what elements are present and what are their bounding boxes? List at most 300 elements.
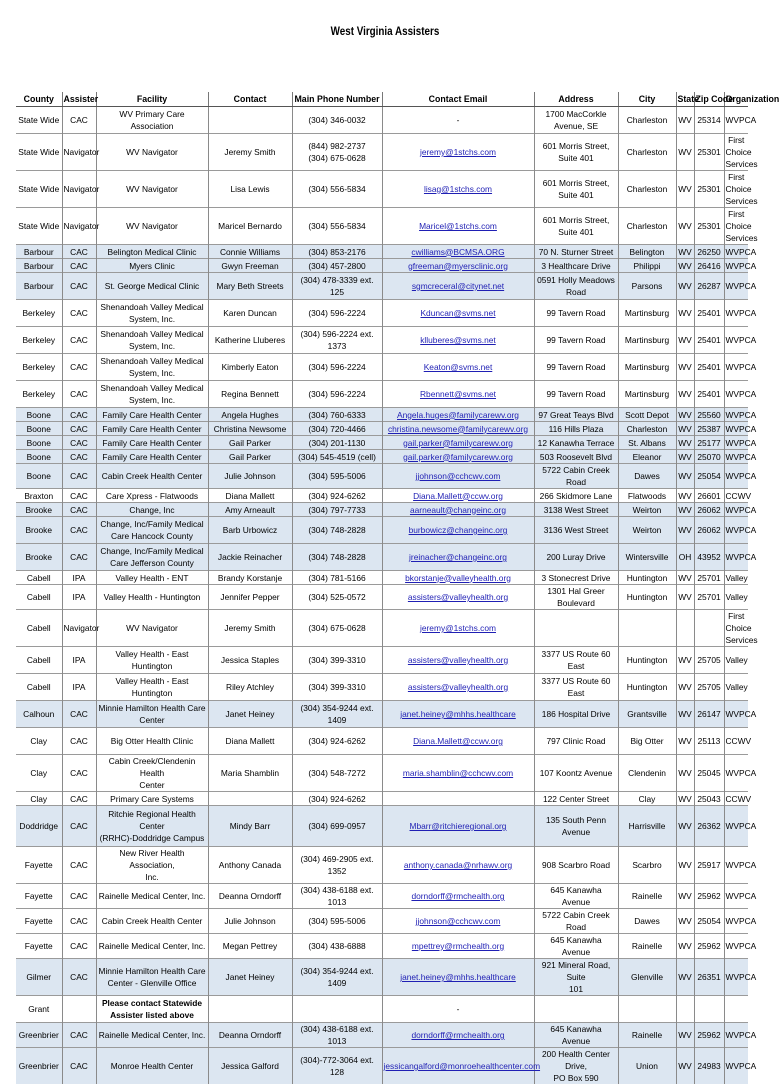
facility-cell: Cabin Creek Health Center [96, 464, 208, 489]
facility-cell: Cabin Creek Health Center [96, 909, 208, 934]
email-link-text[interactable]: lisag@1stchs.com [424, 184, 492, 194]
facility-cell: Family Care Health Center [96, 408, 208, 422]
contact-cell: Deanna Orndorff [208, 884, 292, 909]
county-cell: Brooke [16, 503, 62, 517]
table-row [16, 610, 748, 647]
email-link[interactable] [382, 1048, 534, 1084]
email-link-text[interactable]: sgmcreceral@citynet.net [412, 281, 504, 291]
table-row [16, 408, 748, 422]
state-cell: WV [676, 647, 694, 674]
email-link: - [382, 996, 534, 1023]
city-cell: Weirton [618, 503, 676, 517]
organization-cell: WVPCA [724, 381, 748, 408]
phone-cell: (304) 748-2828 [292, 517, 382, 544]
assister-cell: CAC [62, 503, 96, 517]
organization-cell: WVPCA [724, 464, 748, 489]
header-email: Contact Email [382, 92, 534, 107]
email-link[interactable] [382, 208, 534, 245]
state-cell: WV [676, 436, 694, 450]
county-cell: State Wide [16, 134, 62, 171]
header-state: State [676, 92, 694, 107]
contact-cell: Brandy Korstanje [208, 571, 292, 585]
phone-cell: (304) 699-0957 [292, 806, 382, 847]
email-link[interactable] [382, 585, 534, 610]
header-org: Organization [724, 92, 748, 107]
email-link-text[interactable]: jjohnson@cchcwv.com [416, 471, 501, 481]
contact-cell: Janet Heiney [208, 959, 292, 996]
address-cell: 135 South Penn Avenue [534, 806, 618, 847]
table-row [16, 792, 748, 806]
contact-cell: Jessica Staples [208, 647, 292, 674]
organization-cell: Valley [724, 674, 748, 701]
city-cell: Grantsville [618, 701, 676, 728]
address-cell: 645 Kanawha Avenue [534, 1023, 618, 1048]
email-link[interactable] [382, 171, 534, 208]
county-cell: Fayette [16, 847, 62, 884]
phone-cell: (304) 346-0032 [292, 107, 382, 134]
email-link[interactable] [382, 884, 534, 909]
city-cell: Martinsburg [618, 300, 676, 327]
assister-cell: CAC [62, 1023, 96, 1048]
zip-cell: 25401 [694, 300, 724, 327]
phone-cell: (304) 354-9244 ext. 1409 [292, 701, 382, 728]
phone-cell: (304) 457-2800 [292, 259, 382, 273]
contact-cell: Lisa Lewis [208, 171, 292, 208]
organization-cell: WVPCA [724, 436, 748, 450]
address-cell: 5722 Cabin Creek Road [534, 464, 618, 489]
state-cell: WV [676, 806, 694, 847]
email-link[interactable] [382, 354, 534, 381]
zip-cell: 25401 [694, 327, 724, 354]
email-link-text[interactable]: burbowicz@changeinc.org [409, 525, 508, 535]
address-cell: 1301 Hal Greer Boulevard [534, 585, 618, 610]
zip-cell: 25301 [694, 171, 724, 208]
county-cell: Clay [16, 792, 62, 806]
county-cell: Berkeley [16, 327, 62, 354]
email-link-text[interactable]: klluberes@svms.net [420, 335, 496, 345]
city-cell: Charleston [618, 134, 676, 171]
contact-cell [208, 792, 292, 806]
zip-cell: 25177 [694, 436, 724, 450]
assister-cell: CAC [62, 792, 96, 806]
organization-cell: Valley [724, 571, 748, 585]
email-link[interactable] [382, 489, 534, 503]
county-cell: Fayette [16, 884, 62, 909]
state-cell: WV [676, 464, 694, 489]
zip-cell: 25301 [694, 134, 724, 171]
table-row [16, 701, 748, 728]
email-link-text[interactable]: jeremy@1stchs.com [420, 623, 496, 633]
state-cell: WV [676, 755, 694, 792]
county-cell: Cabell [16, 571, 62, 585]
facility-cell: Please contact Statewide Assister listed above [96, 996, 208, 1023]
address-cell: 200 Health Center Drive, PO Box 590 [534, 1048, 618, 1084]
phone-cell [292, 996, 382, 1023]
table-row [16, 847, 748, 884]
organization-cell: Valley [724, 585, 748, 610]
organization-cell: CCWV [724, 728, 748, 755]
email-link-text[interactable]: Rbennett@svms.net [420, 389, 496, 399]
zip-cell: 43952 [694, 544, 724, 571]
zip-cell: 26287 [694, 273, 724, 300]
email-link-text[interactable]: bkorstanje@valleyhealth.org [405, 573, 511, 583]
email-link-text[interactable]: cwilliams@BCMSA.ORG [411, 247, 504, 257]
organization-cell: WVPCA [724, 408, 748, 422]
email-link-text[interactable]: Maricel@1stchs.com [419, 221, 497, 231]
assister-cell: CAC [62, 273, 96, 300]
email-link[interactable] [382, 806, 534, 847]
header-phone: Main Phone Number [292, 92, 382, 107]
organization-cell: Valley [724, 647, 748, 674]
address-cell: 921 Mineral Road, Suite 101 [534, 959, 618, 996]
email-link[interactable] [382, 571, 534, 585]
email-link[interactable] [382, 245, 534, 259]
table-row [16, 464, 748, 489]
email-link[interactable] [382, 259, 534, 273]
contact-cell: Diana Mallett [208, 489, 292, 503]
table-row [16, 647, 748, 674]
city-cell: St. Albans [618, 436, 676, 450]
state-cell: WV [676, 1048, 694, 1084]
address-cell: 3136 West Street [534, 517, 618, 544]
table-row [16, 934, 748, 959]
email-link-text[interactable]: jjohnson@cchcwv.com [416, 916, 501, 926]
state-cell: WV [676, 728, 694, 755]
state-cell: WV [676, 571, 694, 585]
county-cell: Berkeley [16, 354, 62, 381]
phone-cell: (304) 675-0628 [292, 610, 382, 647]
facility-cell: Rainelle Medical Center, Inc. [96, 884, 208, 909]
facility-cell: Family Care Health Center [96, 436, 208, 450]
facility-cell: Valley Health - Huntington [96, 585, 208, 610]
county-cell: Cabell [16, 647, 62, 674]
organization-cell: WVPCA [724, 422, 748, 436]
city-cell: Flatwoods [618, 489, 676, 503]
county-cell: Barbour [16, 259, 62, 273]
address-cell: 3377 US Route 60 East [534, 647, 618, 674]
table-row [16, 273, 748, 300]
assister-cell: CAC [62, 107, 96, 134]
phone-cell: (304) 478-3339 ext. 125 [292, 273, 382, 300]
organization-cell: WVPCA [724, 450, 748, 464]
city-cell: Martinsburg [618, 327, 676, 354]
email-link-text[interactable]: assisters@valleyhealth.org [408, 682, 508, 692]
address-cell: 116 Hills Plaza [534, 422, 618, 436]
address-cell: 70 N. Sturner Street [534, 245, 618, 259]
address-cell: 107 Koontz Avenue [534, 755, 618, 792]
email-link[interactable] [382, 755, 534, 792]
state-cell: WV [676, 354, 694, 381]
phone-cell: (304) 596-2224 [292, 354, 382, 381]
county-cell: Fayette [16, 934, 62, 959]
table-row [16, 208, 748, 245]
county-cell: State Wide [16, 107, 62, 134]
header-county: County [16, 92, 62, 107]
email-link[interactable] [382, 610, 534, 647]
email-link-text[interactable]: Kduncan@svms.net [420, 308, 495, 318]
email-link-text[interactable]: jessicangalford@monroehealthcenter.com [384, 1061, 541, 1071]
address-cell: 503 Roosevelt Blvd [534, 450, 618, 464]
email-link[interactable] [382, 381, 534, 408]
phone-cell: (304) 545-4519 (cell) [292, 450, 382, 464]
email-link-text[interactable]: jreinacher@changeinc.org [409, 552, 507, 562]
city-cell: Martinsburg [618, 354, 676, 381]
email-link[interactable] [382, 674, 534, 701]
contact-cell: Jeremy Smith [208, 610, 292, 647]
facility-cell: WV Primary Care Association [96, 107, 208, 134]
email-link-text[interactable]: dorndorff@rmchealth.org [411, 1030, 504, 1040]
address-cell: 601 Morris Street, Suite 401 [534, 171, 618, 208]
county-cell: Greenbrier [16, 1048, 62, 1084]
assister-cell: CAC [62, 806, 96, 847]
header-city: City [618, 92, 676, 107]
county-cell: Cabell [16, 585, 62, 610]
state-cell: WV [676, 701, 694, 728]
city-cell: Weirton [618, 517, 676, 544]
state-cell: WV [676, 503, 694, 517]
email-link-text[interactable]: gfreeman@myersclinic.org [408, 261, 508, 271]
table-row [16, 450, 748, 464]
email-link-text[interactable]: Mbarr@ritchieregional.org [410, 821, 507, 831]
contact-cell: Janet Heiney [208, 701, 292, 728]
email-link[interactable] [382, 517, 534, 544]
facility-cell: Rainelle Medical Center, Inc. [96, 934, 208, 959]
email-link-text[interactable]: gail.parker@familycarewv.org [403, 438, 513, 448]
phone-cell: (304) 201-1130 [292, 436, 382, 450]
email-link-text[interactable]: Keaton@svms.net [424, 362, 493, 372]
email-link[interactable] [382, 408, 534, 422]
contact-cell: Angela Hughes [208, 408, 292, 422]
email-link[interactable] [382, 450, 534, 464]
phone-cell: (304)-772-3064 ext. 128 [292, 1048, 382, 1084]
email-link[interactable] [382, 503, 534, 517]
city-cell: Charleston [618, 422, 676, 436]
assister-cell: CAC [62, 909, 96, 934]
email-link-text[interactable]: Diana.Mallett@ccwv.org [413, 491, 503, 501]
email-link-text[interactable]: anthony.canada@nrhawv.org [404, 860, 512, 870]
zip-cell: 25705 [694, 674, 724, 701]
phone-cell: (304) 853-2176 [292, 245, 382, 259]
header-zip: Zip Code [694, 92, 724, 107]
table-row [16, 503, 748, 517]
email-link-text[interactable]: christina.newsome@familycarewv.org [388, 424, 528, 434]
table-row [16, 674, 748, 701]
city-cell: Charleston [618, 208, 676, 245]
address-cell: 645 Kanawha Avenue [534, 934, 618, 959]
county-cell: Boone [16, 422, 62, 436]
county-cell: Greenbrier [16, 1023, 62, 1048]
contact-cell: Barb Urbowicz [208, 517, 292, 544]
city-cell: Rainelle [618, 934, 676, 959]
email-link[interactable] [382, 273, 534, 300]
state-cell: WV [676, 107, 694, 134]
contact-cell: Karen Duncan [208, 300, 292, 327]
email-link-text[interactable]: Diana.Mallett@ccwv.org [413, 736, 503, 746]
county-cell: Cabell [16, 610, 62, 647]
zip-cell [694, 996, 724, 1023]
address-cell: 266 Skidmore Lane [534, 489, 618, 503]
state-cell: WV [676, 408, 694, 422]
contact-cell [208, 107, 292, 134]
email-link-text[interactable]: aarneault@changeinc.org [410, 505, 506, 515]
phone-cell: (304) 596-2224 [292, 300, 382, 327]
city-cell: Eleanor [618, 450, 676, 464]
facility-cell: WV Navigator [96, 610, 208, 647]
email-link[interactable] [382, 422, 534, 436]
email-link[interactable] [382, 1023, 534, 1048]
table-row [16, 884, 748, 909]
address-cell: 186 Hospital Drive [534, 701, 618, 728]
county-cell: State Wide [16, 171, 62, 208]
email-link-text[interactable]: mpettrey@rmchealth.org [412, 941, 504, 951]
facility-cell: Shenandoah Valley Medical System, Inc. [96, 381, 208, 408]
organization-cell [724, 996, 748, 1023]
zip-cell: 25401 [694, 354, 724, 381]
email-link-text[interactable]: gail.parker@familycarewv.org [403, 452, 513, 462]
email-link-text[interactable]: jeremy@1stchs.com [420, 147, 496, 157]
phone-cell: (304) 797-7733 [292, 503, 382, 517]
table-row [16, 1048, 748, 1084]
phone-cell: (304) 438-6888 [292, 934, 382, 959]
facility-cell: Big Otter Health Clinic [96, 728, 208, 755]
email-link-text[interactable]: janet.heiney@mhhs.healthcare [400, 709, 516, 719]
city-cell: Belington [618, 245, 676, 259]
contact-cell: Christina Newsome [208, 422, 292, 436]
email-link-text[interactable]: assisters@valleyhealth.org [408, 592, 508, 602]
county-cell: Clay [16, 755, 62, 792]
organization-cell: WVPCA [724, 107, 748, 134]
facility-cell: Monroe Health Center [96, 1048, 208, 1084]
email-link-text[interactable]: janet.heiney@mhhs.healthcare [400, 972, 516, 982]
zip-cell [694, 610, 724, 647]
phone-cell: (304) 760-6333 [292, 408, 382, 422]
assister-cell: Navigator [62, 610, 96, 647]
county-cell: Boone [16, 450, 62, 464]
address-cell: 3138 West Street [534, 503, 618, 517]
organization-cell: WVPCA [724, 245, 748, 259]
phone-cell: (304) 469-2905 ext. 1352 [292, 847, 382, 884]
table-row [16, 806, 748, 847]
email-link[interactable] [382, 327, 534, 354]
contact-cell: Katherine Lluberes [208, 327, 292, 354]
address-cell: 601 Morris Street, Suite 401 [534, 134, 618, 171]
table-row [16, 134, 748, 171]
email-link[interactable] [382, 300, 534, 327]
email-link[interactable] [382, 544, 534, 571]
zip-cell: 25962 [694, 934, 724, 959]
email-link[interactable] [382, 464, 534, 489]
zip-cell: 25962 [694, 884, 724, 909]
assister-cell: CAC [62, 517, 96, 544]
assister-cell: CAC [62, 245, 96, 259]
facility-cell: Belington Medical Clinic [96, 245, 208, 259]
contact-cell: Connie Williams [208, 245, 292, 259]
state-cell: WV [676, 847, 694, 884]
facility-cell: Shenandoah Valley Medical System, Inc. [96, 354, 208, 381]
assister-cell: CAC [62, 847, 96, 884]
header-assister: Assister [62, 92, 96, 107]
assister-cell [62, 996, 96, 1023]
email-link[interactable] [382, 728, 534, 755]
email-link-text[interactable]: Angela.huges@familycarewv.org [397, 410, 519, 420]
state-cell: WV [676, 327, 694, 354]
city-cell: Glenville [618, 959, 676, 996]
city-cell: Clay [618, 792, 676, 806]
phone-cell: (304) 924-6262 [292, 728, 382, 755]
assister-cell: CAC [62, 300, 96, 327]
contact-cell: Diana Mallett [208, 728, 292, 755]
state-cell [676, 996, 694, 1023]
county-cell: Grant [16, 996, 62, 1023]
email-link-text[interactable]: assisters@valleyhealth.org [408, 655, 508, 665]
state-cell: WV [676, 381, 694, 408]
state-cell: WV [676, 300, 694, 327]
organization-cell: WVPCA [724, 1048, 748, 1084]
email-link[interactable] [382, 701, 534, 728]
zip-cell: 26362 [694, 806, 724, 847]
email-link[interactable] [382, 934, 534, 959]
county-cell: Barbour [16, 245, 62, 259]
zip-cell: 25560 [694, 408, 724, 422]
organization-cell: WVPCA [724, 517, 748, 544]
county-cell: Fayette [16, 909, 62, 934]
organization-cell: WVPCA [724, 544, 748, 571]
email-link[interactable] [382, 647, 534, 674]
facility-cell: Minnie Hamilton Health Care Center - Glenville Office [96, 959, 208, 996]
facility-cell: Change, Inc/Family Medical Care Hancock County [96, 517, 208, 544]
email-link[interactable] [382, 909, 534, 934]
facility-cell: WV Navigator [96, 171, 208, 208]
email-link: - [382, 107, 534, 134]
table-row [16, 909, 748, 934]
zip-cell: 25070 [694, 450, 724, 464]
contact-cell: Maria Shamblin [208, 755, 292, 792]
phone-cell: (304) 924-6262 [292, 792, 382, 806]
address-cell: 99 Tavern Road [534, 381, 618, 408]
email-link[interactable] [382, 847, 534, 884]
contact-cell [208, 996, 292, 1023]
city-cell: Huntington [618, 647, 676, 674]
contact-cell: Jackie Reinacher [208, 544, 292, 571]
contact-cell: Jessica Galford [208, 1048, 292, 1084]
contact-cell: Gwyn Freeman [208, 259, 292, 273]
address-cell: 99 Tavern Road [534, 354, 618, 381]
assisters-table [16, 92, 748, 1084]
table-row [16, 1023, 748, 1048]
email-link-text[interactable]: maria.shamblin@cchcwv.com [403, 768, 513, 778]
facility-cell: St. George Medical Clinic [96, 273, 208, 300]
county-cell: Gilmer [16, 959, 62, 996]
organization-cell: WVPCA [724, 755, 748, 792]
facility-cell: Change, Inc/Family Medical Care Jefferson County [96, 544, 208, 571]
city-cell: Wintersville [618, 544, 676, 571]
zip-cell: 25045 [694, 755, 724, 792]
zip-cell: 26250 [694, 245, 724, 259]
facility-cell: Valley Health - East Huntington [96, 647, 208, 674]
zip-cell: 25387 [694, 422, 724, 436]
email-link[interactable] [382, 436, 534, 450]
county-cell: Berkeley [16, 381, 62, 408]
contact-cell: Riley Atchley [208, 674, 292, 701]
email-link[interactable] [382, 134, 534, 171]
table-row [16, 171, 748, 208]
assister-cell: CAC [62, 728, 96, 755]
email-link-text[interactable]: dorndorff@rmchealth.org [411, 891, 504, 901]
organization-cell: WVPCA [724, 273, 748, 300]
organization-cell: WVPCA [724, 1023, 748, 1048]
email-link[interactable] [382, 959, 534, 996]
organization-cell: WVPCA [724, 909, 748, 934]
